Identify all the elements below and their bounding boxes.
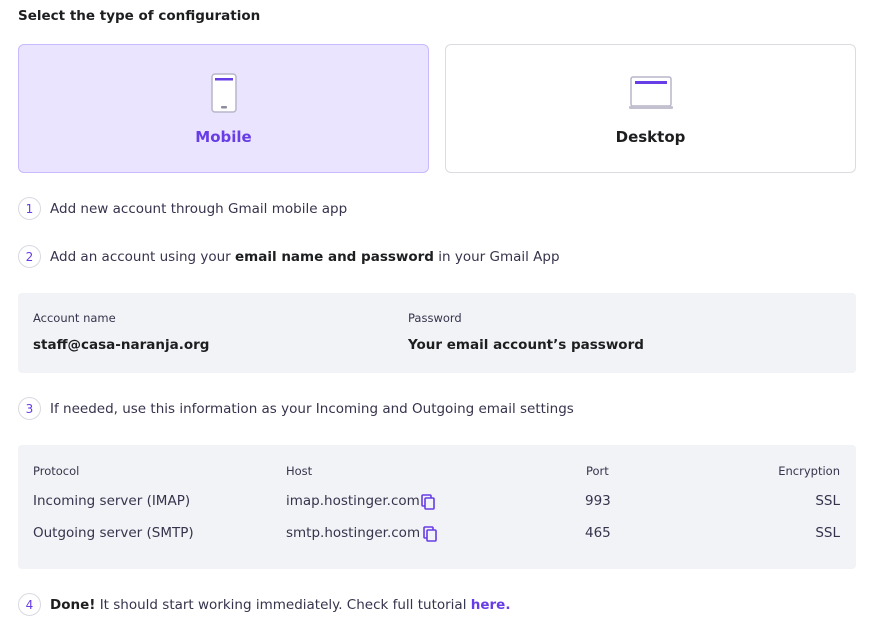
copy-icon[interactable]: [423, 526, 437, 542]
desktop-option-card[interactable]: [445, 44, 856, 173]
step-text-suffix: in your Gmail App: [433, 248, 560, 265]
outgoing-encryption: SSL: [815, 525, 840, 541]
outgoing-port: 465: [585, 525, 611, 541]
desktop-monitor-icon: [629, 75, 673, 111]
section-title: Select the type of configuration: [18, 8, 261, 24]
step-number: 2: [18, 245, 41, 268]
mobile-option-card[interactable]: [18, 44, 429, 173]
incoming-encryption: SSL: [815, 493, 840, 509]
tutorial-link[interactable]: here.: [470, 596, 511, 613]
account-name-value: staff@casa-naranja.org: [33, 337, 210, 353]
incoming-port: 993: [585, 493, 611, 509]
incoming-host: imap.hostinger.com: [286, 493, 420, 509]
step-4: [18, 593, 510, 616]
step-3: [18, 397, 574, 420]
step-2: [18, 245, 560, 268]
step-number: 4: [18, 593, 41, 616]
step-text-prefix: Add an account using your: [50, 248, 236, 265]
column-header-encryption: Encryption: [778, 464, 840, 478]
column-header-host: Host: [286, 464, 313, 478]
column-header-port: Port: [586, 464, 609, 478]
server-settings-table: [18, 445, 856, 569]
step-text-bold: email name and password: [235, 248, 434, 265]
column-header-protocol: Protocol: [33, 464, 80, 478]
mobile-option-label: Mobile: [195, 128, 252, 146]
step-text-bold: Done!: [50, 596, 96, 613]
outgoing-host: smtp.hostinger.com: [286, 525, 421, 541]
password-label: Password: [408, 311, 462, 325]
step-text: [50, 249, 560, 265]
step-number: 3: [18, 397, 41, 420]
step-text-body: It should start working immediately. Check full tutorial: [95, 596, 471, 613]
mobile-phone-icon: [211, 73, 237, 113]
step-1: [18, 197, 347, 220]
account-info-panel: [18, 293, 856, 373]
incoming-protocol: Incoming server (IMAP): [33, 493, 191, 509]
outgoing-protocol: Outgoing server (SMTP): [33, 525, 194, 541]
desktop-option-label: Desktop: [615, 128, 686, 146]
password-value: Your email account’s password: [408, 337, 644, 353]
step-number: 1: [18, 197, 41, 220]
step-text: If needed, use this information as your Incoming and Outgoing email settings: [50, 400, 574, 417]
step-text: [50, 597, 510, 613]
copy-icon[interactable]: [421, 494, 435, 510]
account-name-label: Account name: [33, 311, 116, 325]
step-text: Add new account through Gmail mobile app: [50, 200, 348, 217]
